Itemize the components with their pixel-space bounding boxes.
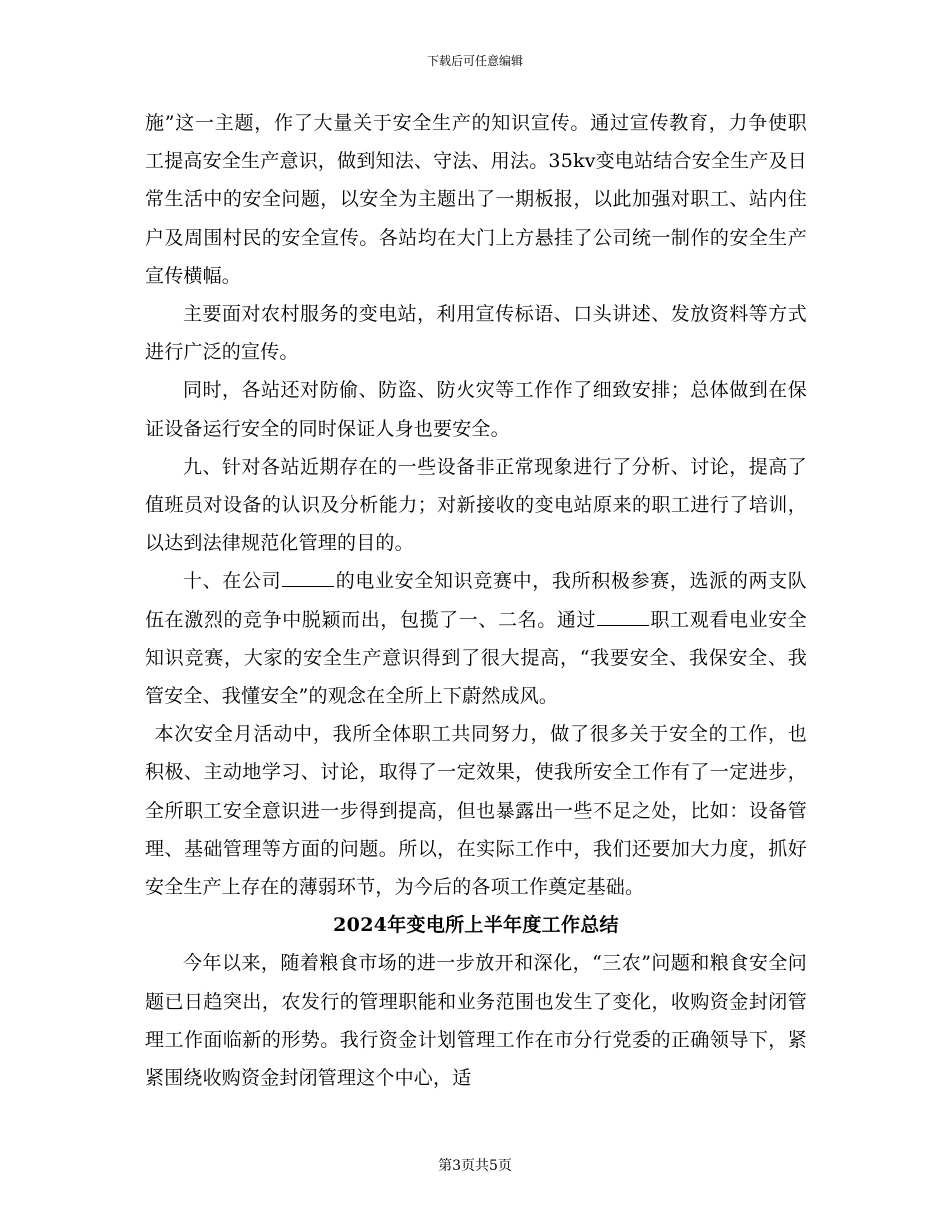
paragraph-theft-fire-prevention: 同时，各站还对防偷、防盗、防火灾等工作作了细致安排；总体做到在保证设备运行安全的同时保证人身也要安全。 (145, 379, 807, 440)
item-ten-part-a: 十、在公司 (183, 570, 282, 593)
fill-in-blank (597, 603, 649, 626)
paragraph-new-section-intro: 今年以来，随着粮食市场的进一步放开和深化，“三农”问题和粮食安全问题已日趋突出，农发行的管理职能和业务范围也发生了变化，收购资金封闭管理工作面临新的形势。我行资金计划管理工作在市分行党委的正确领导下，紧紧围绕收购资金封闭管理这个中心，适 (145, 952, 807, 1090)
paragraph-summary: 本次安全月活动中，我所全体职工共同努力，做了很多关于安全的工作，也积极、主动地学习、讨论，取得了一定效果，使我所安全工作有了一定进步，全所职工安全意识进一步得到提高，但也暴露出一些不足之处，比如：设备管理、基础管理等方面的问题。所以，在实际工作中，我们还要加大力度，抓好安全生产上存在的薄弱环节，为今后的各项工作奠定基础。 (145, 723, 807, 899)
paragraph-item-ten (145, 562, 807, 715)
item-ten-part-c: 职工观看电业安全知识竞赛，大家的安全生产意识得到了很大提高，“我要安全、我保安全、我管安全、我懂安全”的观念在全所上下蔚然成风。 (145, 608, 807, 708)
document-body (145, 104, 807, 1097)
paragraph-safety-publicity: 施”这一主题，作了大量关于安全生产的知识宣传。通过宣传教育，力争使职工提高安全生产意识，做到知法、守法、用法。35kv变电站结合安全生产及日常生活中的安全问题，以安全为主题出了一期板报，以此加强对职工、站内住户及周围村民的安全宣传。各站均在大门上方悬挂了公司统一制作的安全生产宣传横幅。 (145, 112, 807, 287)
fill-in-blank (282, 564, 334, 587)
section-title: 2024年变电所上半年度工作总结 (333, 914, 619, 937)
paragraph-item-nine: 九、针对各站近期存在的一些设备非正常现象进行了分析、讨论，提高了值班员对设备的认识及分析能力；对新接收的变电站原来的职工进行了培训，以达到法律规范化管理的目的。 (145, 455, 807, 555)
header-note: 下载后可任意编辑 (426, 54, 523, 68)
paragraph-rural-publicity: 主要面对农村服务的变电站，利用宣传标语、口头讲述、发放资料等方式进行广泛的宣传。 (145, 303, 807, 364)
item-ten-part-b: 的电业安全知识竞赛中，我所积极参赛，选派的两支队伍在激烈的竞争中脱颖而出，包揽了一、二名。通过 (145, 570, 807, 631)
page-number-footer: 第3页共5页 (438, 1158, 512, 1174)
